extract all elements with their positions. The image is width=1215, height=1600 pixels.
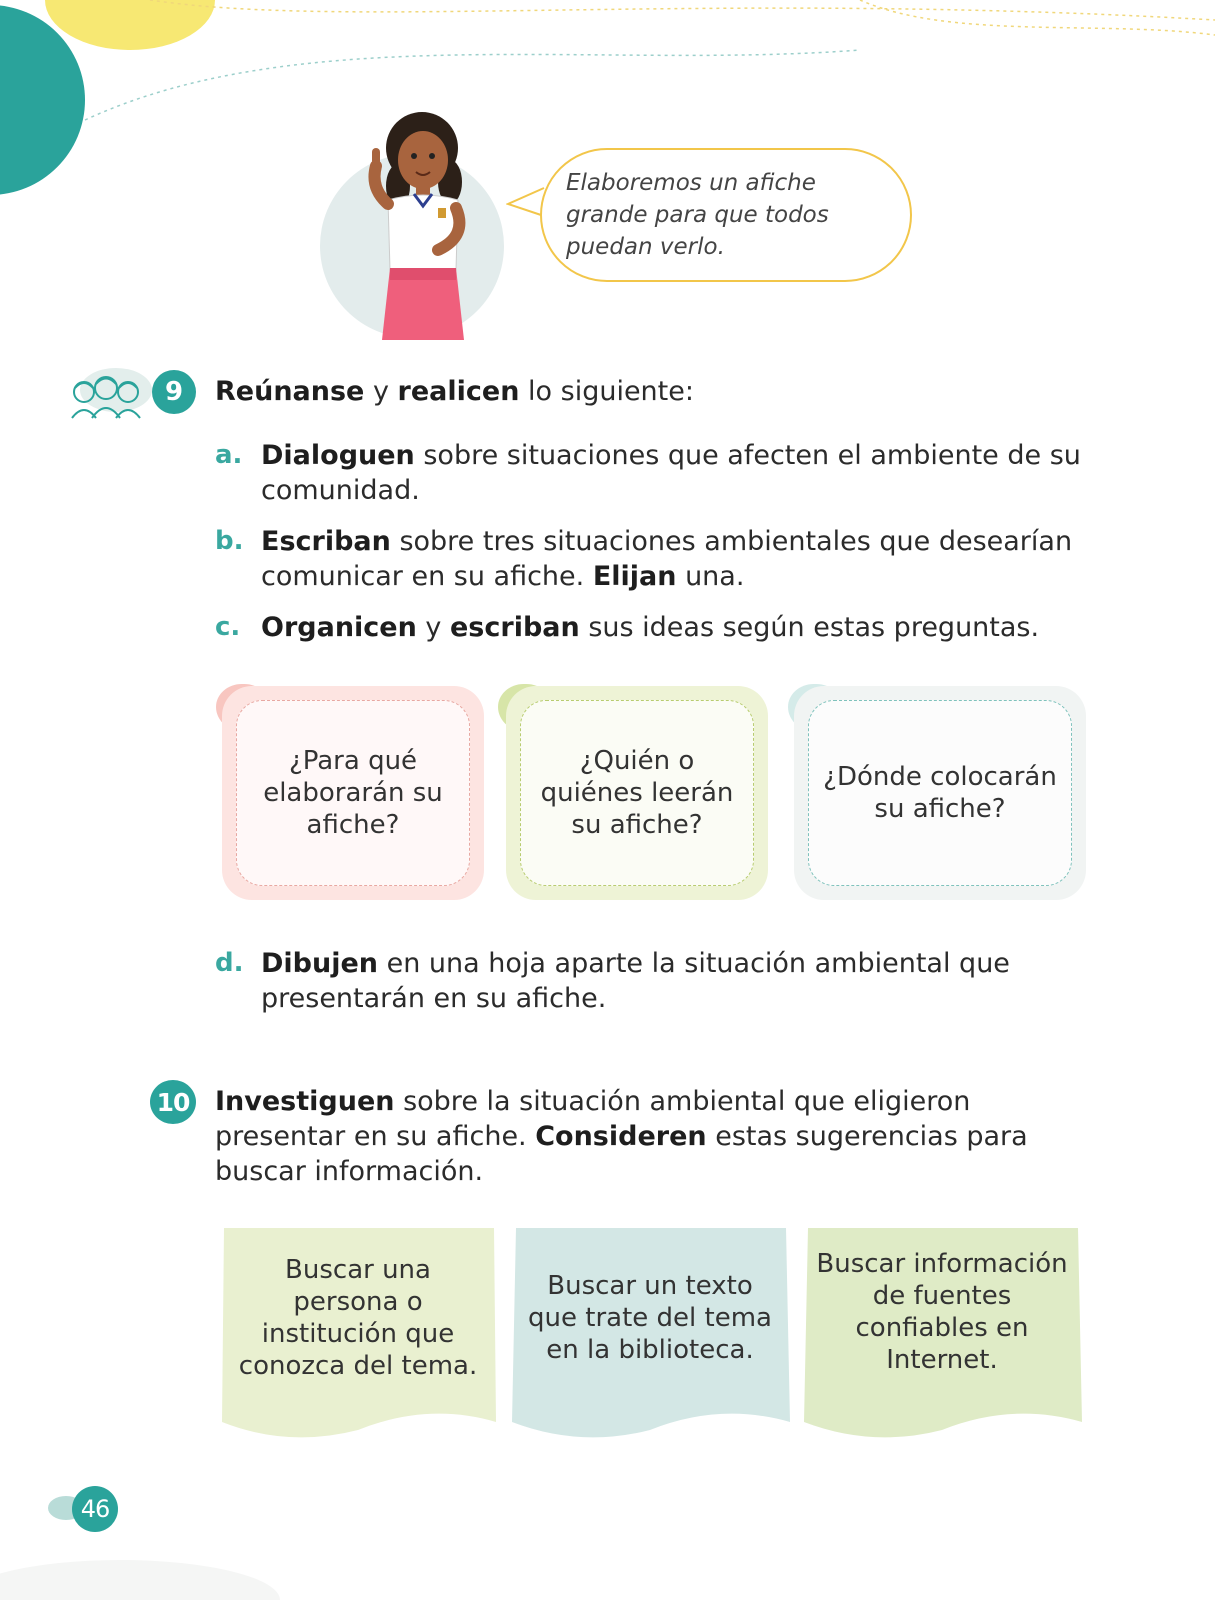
question-text-audience: ¿Quién o quiénes leerán su afiche? xyxy=(520,700,754,886)
item-b-segment: una. xyxy=(676,561,745,592)
speech-text: Elaboremos un afiche grande para que todos puedan verlo. xyxy=(566,170,829,260)
question-text-purpose: ¿Para qué elaborarán su afiche? xyxy=(236,700,470,886)
girl-illustration xyxy=(318,108,508,340)
item-d-text xyxy=(261,946,1091,1016)
yellow-blob-shape xyxy=(45,0,215,50)
activity-10-segment: Investiguen xyxy=(215,1086,395,1117)
item-b-text xyxy=(261,524,1091,594)
item-d-segment: en una hoja aparte la situación ambiental que presentarán en su afiche. xyxy=(261,948,1010,1014)
item-d-segment: Dibujen xyxy=(261,948,379,979)
activity-9-intro-segment: realicen xyxy=(397,376,520,407)
suggestion-text-person: Buscar una persona o institución que conozca del tema. xyxy=(238,1255,478,1381)
item-a-segment: sobre situaciones que afecten el ambiente de su comunidad. xyxy=(261,440,1081,506)
item-c-segment: Organicen xyxy=(261,612,417,643)
question-card-location xyxy=(794,686,1086,900)
speech-bubble xyxy=(540,148,912,282)
item-c-text xyxy=(261,610,1091,645)
activity-10-number: 10 xyxy=(150,1080,196,1124)
item-b-segment: sobre tres situaciones ambientales que desearían comunicar en su afiche. xyxy=(261,526,1073,592)
item-c-letter: c. xyxy=(215,612,241,642)
activity-9-number: 9 xyxy=(152,370,196,414)
activity-10-segment: sobre la situación ambiental que eligieron presentar en su afiche. xyxy=(215,1086,971,1152)
activity-9-intro-segment: y xyxy=(364,376,398,407)
suggestion-text-internet: Buscar información de fuentes confiables en Internet. xyxy=(816,1249,1068,1375)
item-a-segment: Dialoguen xyxy=(261,440,415,471)
activity-9-intro-segment: lo siguiente: xyxy=(519,376,694,407)
question-card-audience xyxy=(506,686,768,900)
page-number: 46 xyxy=(72,1486,118,1532)
item-b-segment: Escriban xyxy=(261,526,391,557)
question-text-location: ¿Dónde colocarán su afiche? xyxy=(808,700,1072,886)
group-of-students-icon xyxy=(66,368,152,422)
item-b-letter: b. xyxy=(215,526,244,556)
item-a-text xyxy=(261,438,1091,508)
activity-10-text xyxy=(215,1084,1095,1189)
item-a-letter: a. xyxy=(215,440,243,470)
item-d-letter: d. xyxy=(215,948,244,978)
suggestion-text-library: Buscar un texto que trate del tema en la biblioteca. xyxy=(528,1271,772,1365)
question-card-purpose xyxy=(222,686,484,900)
item-c-segment: escriban xyxy=(450,612,580,643)
item-b-segment: Elijan xyxy=(592,561,677,592)
activity-9-intro-segment: Reúnanse xyxy=(215,376,365,407)
item-c-segment: sus ideas según estas preguntas. xyxy=(579,612,1040,643)
activity-10-segment: Consideren xyxy=(535,1121,707,1152)
item-c-segment: y xyxy=(416,612,450,643)
activity-10-segment: estas sugerencias para buscar información. xyxy=(215,1121,1028,1187)
activity-9-intro xyxy=(215,374,1115,409)
